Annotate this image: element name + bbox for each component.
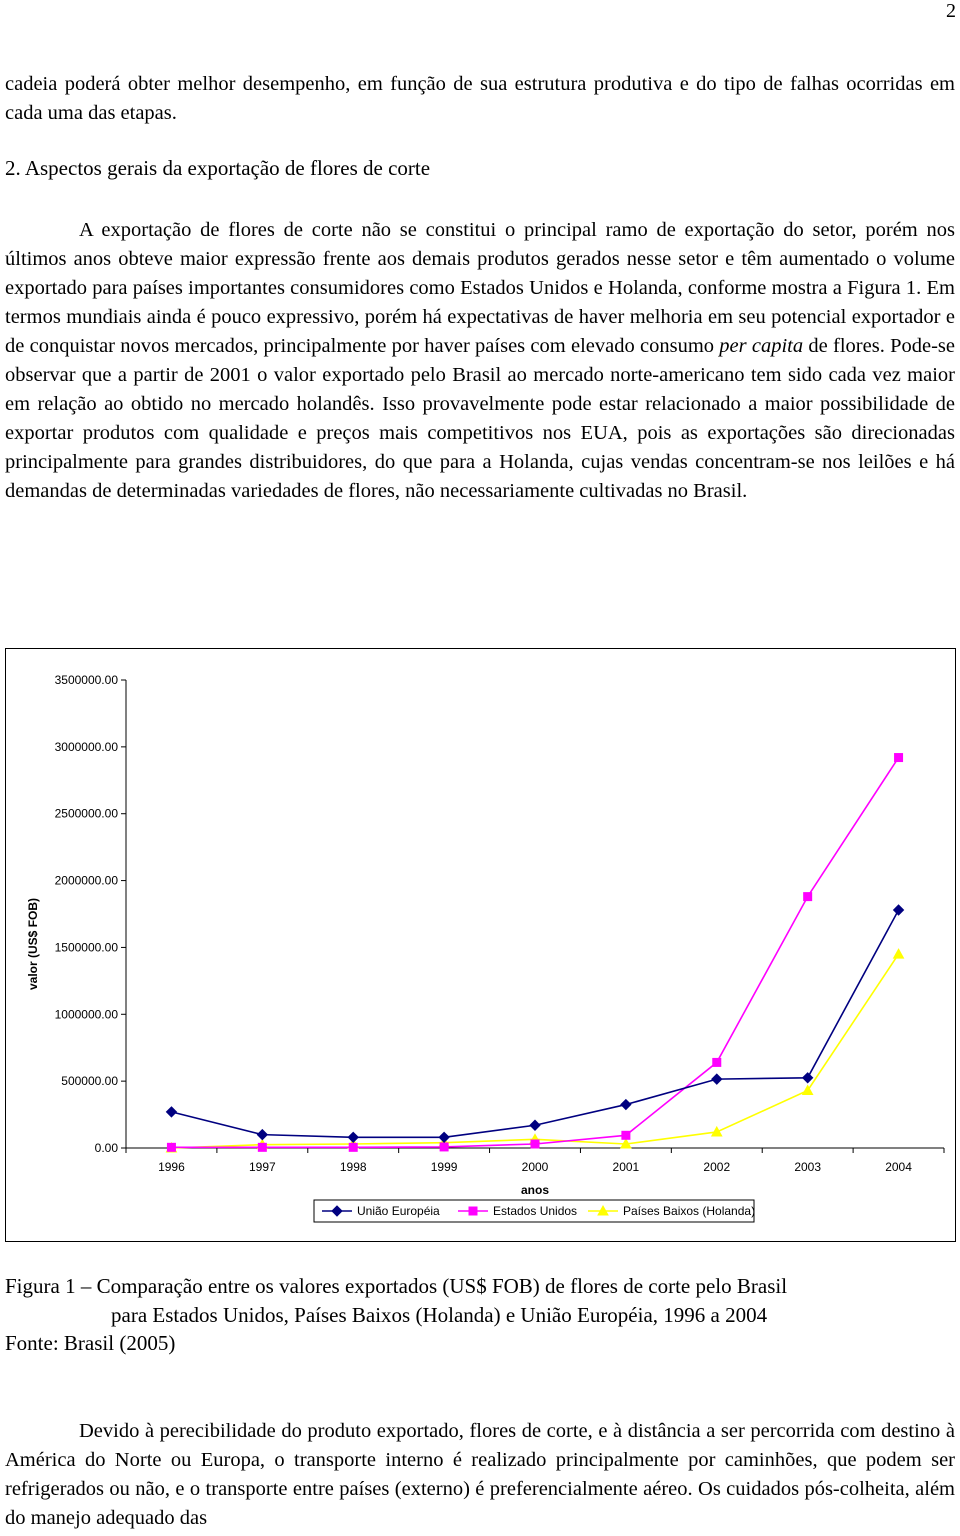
paragraph-transport: Devido à perecibilidade do produto exportado, flores de corte, e à distância a ser percorrida com destino à América do Norte ou Europa, o transporte interno é realizado principalmente por caminhões, que podem ser refrigerados ou não, e o transporte entre países (externo) é preferencialmente aéreo. Os cuidados pós-colheita, além do manejo adequado das (5, 1420, 955, 1529)
x-tick-label: 2000 (521, 1160, 549, 1174)
y-tick-label: 3500000.00 (54, 673, 118, 687)
paragraph-section-part2: de flores. Pode-se observar que a partir de 2001 o valor exportado pelo Brasil ao mercado norte-americano tem sido cada vez maior em relação ao obtido no mercado holandês. Isso provavelmente pode estar relacionado a maior possibilidade de exportar produtos com qualidade e preços mais competitivos nos EUA, pois as exportações são direcionadas principalmente para grandes distribuidores, do que para a Holanda, cujas vendas concentram-se nos leilões e há demandas de determinadas variedades de flores, não necessariamente cultivadas no Brasil. (5, 335, 955, 502)
series-line-0 (171, 910, 898, 1137)
paragraph-section (5, 216, 955, 506)
series-0-point (257, 1130, 267, 1140)
y-tick-label: 1500000.00 (54, 940, 118, 955)
legend-label: União Européia (357, 1204, 440, 1218)
series-2-point (894, 949, 904, 958)
series-1-point (713, 1058, 721, 1066)
series-1-point (895, 754, 903, 762)
x-tick-label: 1999 (430, 1160, 458, 1174)
series-line-1 (171, 758, 898, 1148)
series-0-point (712, 1074, 722, 1084)
section-heading: 2. Aspectos gerais da exportação de flores de corte (5, 156, 431, 180)
series-0-point (621, 1100, 631, 1110)
series-0-point (530, 1120, 540, 1130)
x-axis-title: anos (520, 1183, 550, 1197)
series-0-point (803, 1073, 813, 1083)
series-1-point (804, 893, 812, 901)
y-tick-label: 2500000.00 (54, 806, 118, 821)
figure-caption-line2: para Estados Unidos, Países Baixos (Holanda) e União Européia, 1996 a 2004 (111, 1303, 768, 1327)
series-0-point (348, 1132, 358, 1142)
y-tick-label: 1000000.00 (54, 1007, 118, 1022)
x-tick-label: 1998 (339, 1160, 367, 1174)
line-chart (6, 649, 957, 1243)
legend-label: Estados Unidos (493, 1204, 578, 1218)
y-tick-label: 3000000.00 (54, 739, 118, 754)
series-1-point (349, 1143, 357, 1151)
y-axis-title: valor (US$ FOB) (26, 897, 40, 991)
x-tick-label: 2001 (612, 1160, 640, 1174)
x-tick-label: 1997 (248, 1160, 276, 1174)
series-0-point (166, 1107, 176, 1117)
page-number: 2 (946, 0, 956, 22)
y-tick-label: 500000.00 (61, 1074, 118, 1089)
series-2-point (712, 1127, 722, 1136)
x-tick-label: 2003 (794, 1160, 822, 1174)
figure-caption (5, 1272, 955, 1330)
figure-source: Fonte: Brasil (2005) (5, 1331, 176, 1355)
paragraph-section-italic: per capita (719, 335, 804, 357)
figure-caption-line1: Figura 1 – Comparação entre os valores exportados (US$ FOB) de flores de corte pelo Brasil (5, 1274, 788, 1298)
series-0-point (894, 905, 904, 915)
series-line-2 (171, 954, 898, 1148)
series-1-point (622, 1131, 630, 1139)
series-0-point (439, 1132, 449, 1142)
legend-label: Países Baixos (Holanda) (623, 1204, 756, 1218)
series-2-point (803, 1086, 813, 1095)
x-tick-label: 2004 (885, 1160, 912, 1174)
x-tick-label: 2002 (703, 1160, 731, 1174)
series-1-point (440, 1143, 448, 1151)
legend-swatch-marker (469, 1207, 477, 1215)
series-1-point (167, 1143, 175, 1151)
paragraph-intro: cadeia poderá obter melhor desempenho, em função de sua estrutura produtiva e do tipo de falhas ocorridas em cada uma das etapas. (5, 73, 955, 124)
figure-chart (5, 648, 956, 1242)
y-tick-label: 2000000.00 (54, 873, 118, 888)
series-1-point (531, 1140, 539, 1148)
y-tick-label: 0.00 (94, 1141, 118, 1155)
paragraph-section-part1: A exportação de flores de corte não se constitui o principal ramo de exportação do setor, porém nos últimos anos obteve maior expressão frente aos demais produtos gerados nesse setor e têm aumentado o volume exportado para países importantes consumidores como Estados Unidos e Holanda, conforme mostra a Figura 1. Em termos mundiais ainda é pouco expressivo, porém há expectativas de haver melhoria em seu potencial exportador e de conquistar novos mercados, principalmente por haver países com elevado consumo (5, 219, 955, 357)
x-tick-label: 1996 (158, 1160, 185, 1174)
series-1-point (258, 1143, 266, 1151)
